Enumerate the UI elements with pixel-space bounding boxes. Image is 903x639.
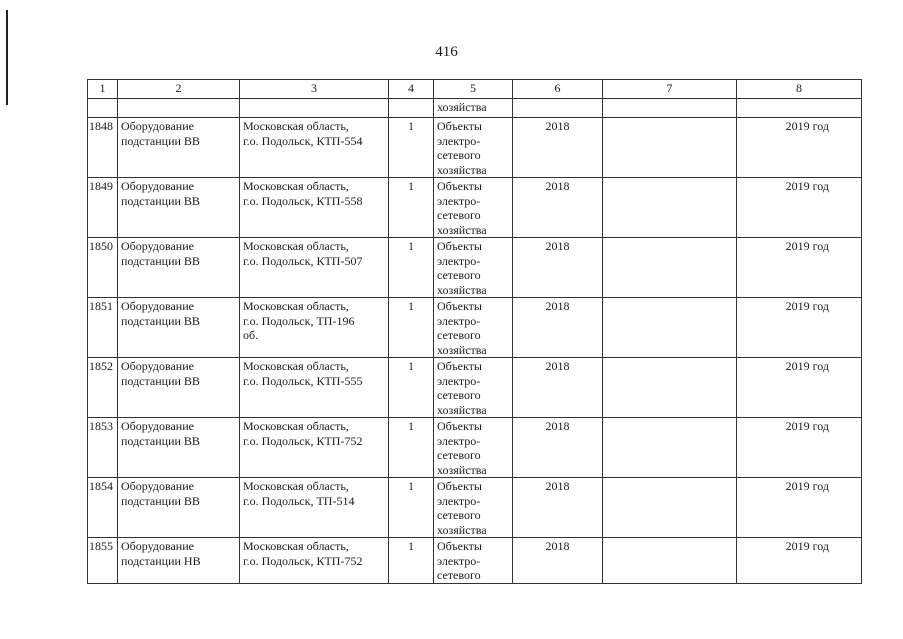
term-cell: 2019 год bbox=[737, 298, 862, 358]
object-name-line: подстанции НВ bbox=[121, 553, 201, 568]
row-number-cell: 1853 bbox=[88, 418, 118, 478]
category-line: сетевого bbox=[437, 388, 481, 402]
category-line: электро- bbox=[437, 373, 481, 388]
table-row bbox=[88, 358, 862, 418]
object-name-cell bbox=[118, 358, 240, 418]
object-name-cell bbox=[118, 118, 240, 178]
cell-empty bbox=[603, 99, 737, 118]
object-name-line: подстанции ВВ bbox=[121, 313, 200, 328]
category-cell bbox=[434, 418, 513, 478]
category-line: хозяйства bbox=[437, 100, 487, 114]
column-header: 2 bbox=[118, 80, 240, 99]
table-row bbox=[88, 118, 862, 178]
category-line: Объекты bbox=[437, 179, 482, 193]
category-line: хозяйства bbox=[437, 282, 487, 297]
year-cell: 2018 bbox=[513, 118, 603, 178]
column-7-cell bbox=[603, 118, 737, 178]
address-cell bbox=[240, 358, 389, 418]
column-7-cell bbox=[603, 538, 737, 584]
address-line: г.о. Подольск, КТП-752 bbox=[243, 553, 363, 568]
category-line: электро- bbox=[437, 253, 481, 268]
column-header: 6 bbox=[513, 80, 603, 99]
category-line: хозяйства bbox=[437, 222, 487, 237]
object-name-line: Оборудование bbox=[121, 119, 194, 133]
address-line: об. bbox=[243, 328, 259, 342]
address-line: г.о. Подольск, КТП-558 bbox=[243, 193, 363, 208]
category-line: сетевого bbox=[437, 208, 481, 222]
row-number-cell: 1849 bbox=[88, 178, 118, 238]
object-name-line: Оборудование bbox=[121, 299, 194, 313]
year-cell: 2018 bbox=[513, 178, 603, 238]
year-cell: 2018 bbox=[513, 478, 603, 538]
category-line: электро- bbox=[437, 553, 481, 568]
quantity-cell: 1 bbox=[389, 298, 434, 358]
column-header: 5 bbox=[434, 80, 513, 99]
row-number-cell: 1855 bbox=[88, 538, 118, 584]
year-cell: 2018 bbox=[513, 418, 603, 478]
object-name-line: подстанции ВВ bbox=[121, 133, 200, 148]
category-line: Объекты bbox=[437, 299, 482, 313]
term-cell: 2019 год bbox=[737, 118, 862, 178]
table-row bbox=[88, 178, 862, 238]
row-number-cell: 1848 bbox=[88, 118, 118, 178]
category-line: Объекты bbox=[437, 239, 482, 253]
category-line: сетевого bbox=[437, 568, 481, 582]
category-cell bbox=[434, 298, 513, 358]
category-line: электро- bbox=[437, 133, 481, 148]
object-name-line: Оборудование bbox=[121, 539, 194, 553]
category-line: Объекты bbox=[437, 359, 482, 373]
cell-empty bbox=[88, 99, 118, 118]
category-cell bbox=[434, 99, 513, 118]
column-header: 4 bbox=[389, 80, 434, 99]
table-row bbox=[88, 538, 862, 584]
column-7-cell bbox=[603, 298, 737, 358]
category-line: хозяйства bbox=[437, 162, 487, 177]
address-line: г.о. Подольск, КТП-554 bbox=[243, 133, 363, 148]
category-line: сетевого bbox=[437, 328, 481, 342]
address-line: Московская область, bbox=[243, 239, 349, 253]
category-line: Объекты bbox=[437, 479, 482, 493]
address-line: Московская область, bbox=[243, 419, 349, 433]
cell-empty bbox=[118, 99, 240, 118]
column-7-cell bbox=[603, 238, 737, 298]
category-line: сетевого bbox=[437, 268, 481, 282]
object-name-cell bbox=[118, 538, 240, 584]
address-line: г.о. Подольск, ТП-514 bbox=[243, 493, 355, 508]
column-header: 8 bbox=[737, 80, 862, 99]
row-number-cell: 1854 bbox=[88, 478, 118, 538]
term-cell: 2019 год bbox=[737, 418, 862, 478]
category-line: электро- bbox=[437, 433, 481, 448]
cell-empty bbox=[737, 99, 862, 118]
category-line: хозяйства bbox=[437, 522, 487, 537]
quantity-cell: 1 bbox=[389, 358, 434, 418]
table-row bbox=[88, 478, 862, 538]
address-line: Московская область, bbox=[243, 299, 349, 313]
category-line: сетевого bbox=[437, 148, 481, 162]
term-cell: 2019 год bbox=[737, 538, 862, 584]
object-name-line: Оборудование bbox=[121, 419, 194, 433]
column-header: 1 bbox=[88, 80, 118, 99]
header-row bbox=[88, 80, 862, 99]
address-line: г.о. Подольск, КТП-752 bbox=[243, 433, 363, 448]
year-cell: 2018 bbox=[513, 298, 603, 358]
column-header: 3 bbox=[240, 80, 389, 99]
object-name-cell bbox=[118, 418, 240, 478]
address-line: Московская область, bbox=[243, 539, 349, 553]
term-cell: 2019 год bbox=[737, 238, 862, 298]
cell-empty bbox=[240, 99, 389, 118]
address-cell bbox=[240, 238, 389, 298]
quantity-cell: 1 bbox=[389, 178, 434, 238]
register-table bbox=[87, 79, 862, 584]
category-line: хозяйства bbox=[437, 342, 487, 357]
address-line: г.о. Подольск, КТП-555 bbox=[243, 373, 363, 388]
category-line: электро- bbox=[437, 493, 481, 508]
object-name-line: подстанции ВВ bbox=[121, 493, 200, 508]
object-name-cell bbox=[118, 238, 240, 298]
object-name-line: подстанции ВВ bbox=[121, 253, 200, 268]
term-cell: 2019 год bbox=[737, 178, 862, 238]
address-cell bbox=[240, 118, 389, 178]
term-cell: 2019 год bbox=[737, 478, 862, 538]
table-row bbox=[88, 238, 862, 298]
quantity-cell: 1 bbox=[389, 118, 434, 178]
row-number-cell: 1851 bbox=[88, 298, 118, 358]
category-line: хозяйства bbox=[437, 462, 487, 477]
column-7-cell bbox=[603, 478, 737, 538]
quantity-cell: 1 bbox=[389, 418, 434, 478]
table-row bbox=[88, 418, 862, 478]
column-header: 7 bbox=[603, 80, 737, 99]
address-cell bbox=[240, 478, 389, 538]
term-cell: 2019 год bbox=[737, 358, 862, 418]
address-line: Московская область, bbox=[243, 479, 349, 493]
quantity-cell: 1 bbox=[389, 238, 434, 298]
address-line: Московская область, bbox=[243, 119, 349, 133]
address-cell bbox=[240, 178, 389, 238]
category-line: Объекты bbox=[437, 539, 482, 553]
object-name-cell bbox=[118, 178, 240, 238]
category-cell bbox=[434, 118, 513, 178]
object-name-line: подстанции ВВ bbox=[121, 373, 200, 388]
row-number-cell: 1850 bbox=[88, 238, 118, 298]
row-number-cell: 1852 bbox=[88, 358, 118, 418]
category-cell bbox=[434, 478, 513, 538]
address-cell bbox=[240, 298, 389, 358]
cell-empty bbox=[389, 99, 434, 118]
year-cell: 2018 bbox=[513, 358, 603, 418]
address-line: г.о. Подольск, ТП-196 bbox=[243, 313, 355, 328]
category-line: хозяйства bbox=[437, 402, 487, 417]
address-cell bbox=[240, 538, 389, 584]
address-cell bbox=[240, 418, 389, 478]
year-cell: 2018 bbox=[513, 538, 603, 584]
object-name-line: подстанции ВВ bbox=[121, 433, 200, 448]
column-7-cell bbox=[603, 418, 737, 478]
category-line: Объекты bbox=[437, 119, 482, 133]
object-name-line: Оборудование bbox=[121, 359, 194, 373]
object-name-line: подстанции ВВ bbox=[121, 193, 200, 208]
category-line: Объекты bbox=[437, 419, 482, 433]
column-7-cell bbox=[603, 178, 737, 238]
category-cell bbox=[434, 358, 513, 418]
address-line: Московская область, bbox=[243, 179, 349, 193]
object-name-line: Оборудование bbox=[121, 239, 194, 253]
category-line: сетевого bbox=[437, 448, 481, 462]
category-cell bbox=[434, 178, 513, 238]
object-name-cell bbox=[118, 298, 240, 358]
object-name-cell bbox=[118, 478, 240, 538]
quantity-cell: 1 bbox=[389, 538, 434, 584]
column-7-cell bbox=[603, 358, 737, 418]
address-line: г.о. Подольск, КТП-507 bbox=[243, 253, 363, 268]
quantity-cell: 1 bbox=[389, 478, 434, 538]
category-cell bbox=[434, 238, 513, 298]
table-row bbox=[88, 298, 862, 358]
object-name-line: Оборудование bbox=[121, 179, 194, 193]
category-cell bbox=[434, 538, 513, 584]
object-name-line: Оборудование bbox=[121, 479, 194, 493]
category-line: сетевого bbox=[437, 508, 481, 522]
year-cell: 2018 bbox=[513, 238, 603, 298]
page-number: 416 bbox=[435, 44, 458, 60]
category-line: электро- bbox=[437, 313, 481, 328]
address-line: Московская область, bbox=[243, 359, 349, 373]
continuation-row bbox=[88, 99, 862, 118]
cell-empty bbox=[513, 99, 603, 118]
category-line: электро- bbox=[437, 193, 481, 208]
